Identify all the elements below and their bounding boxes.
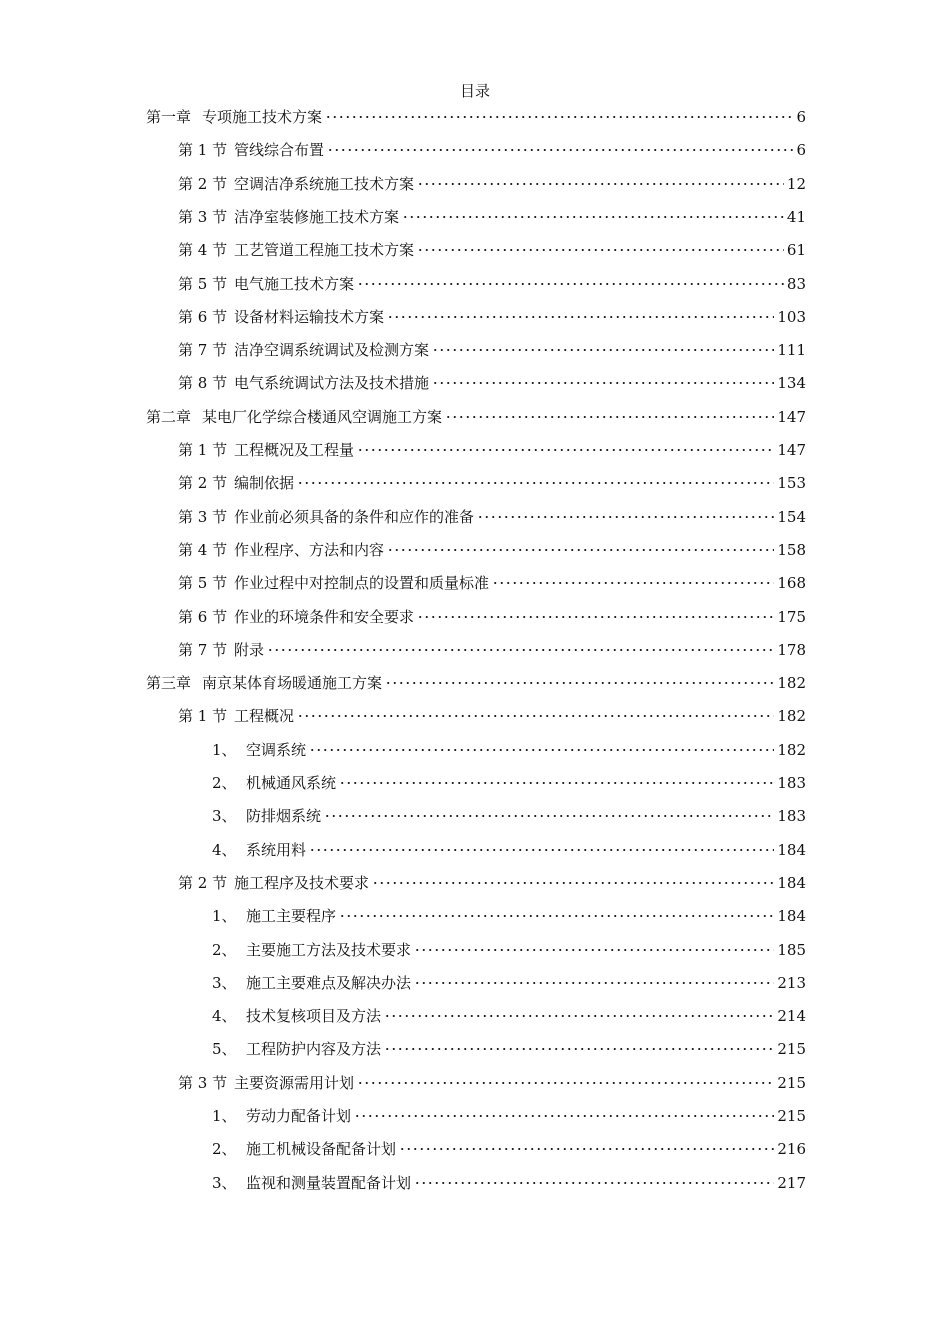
toc-entry-label — [178, 206, 399, 228]
toc-entry[interactable] — [146, 672, 806, 694]
toc-entry-text: 机械通风系统 — [246, 774, 337, 792]
toc-entry-number: 第 6 节 — [178, 307, 228, 326]
toc-entry-label — [178, 173, 414, 195]
toc-entry[interactable] — [178, 472, 806, 494]
dot-leader — [267, 644, 774, 656]
toc-entry-label — [178, 273, 354, 295]
toc-entry[interactable] — [178, 639, 806, 661]
toc-entry[interactable] — [146, 106, 806, 128]
toc-entry-number: 3、 — [212, 973, 237, 992]
toc-entry-label — [178, 139, 324, 161]
toc-entry-label — [178, 639, 264, 661]
toc-entry-page: 147 — [777, 407, 806, 426]
toc-entry-label — [178, 472, 294, 494]
toc-entry[interactable] — [178, 606, 806, 628]
toc-entry-page: 182 — [777, 674, 806, 693]
toc-entry[interactable] — [178, 506, 806, 528]
dot-leader — [402, 211, 784, 223]
dot-leader — [354, 1110, 774, 1122]
dot-leader — [384, 1043, 774, 1055]
toc-entry[interactable] — [212, 839, 806, 861]
toc-entry-text: 空调洁净系统施工技术方案 — [234, 174, 415, 193]
toc-entry-label — [212, 1138, 396, 1160]
toc-entry-number: 2、 — [212, 1140, 237, 1159]
toc-title: 目录 — [459, 82, 490, 100]
toc-entry-number: 第 3 节 — [178, 1073, 228, 1092]
toc-entry-page: 184 — [777, 907, 806, 926]
toc-entry-number: 第 1 节 — [178, 141, 228, 160]
toc-entry-page: 215 — [777, 1073, 806, 1092]
dot-leader — [432, 377, 774, 389]
toc-entry-text: 作业的环境条件和安全要求 — [234, 607, 415, 626]
toc-entry-page: 61 — [786, 241, 806, 260]
toc-entry-label — [178, 572, 489, 594]
toc-entry[interactable] — [212, 939, 806, 961]
toc-entry-label — [212, 905, 336, 927]
dot-leader — [357, 278, 784, 290]
toc-entry-text: 电气施工技术方案 — [234, 274, 355, 293]
toc-entry-page: 216 — [777, 1140, 806, 1159]
dot-leader — [417, 178, 784, 190]
toc-entry-label — [212, 772, 336, 794]
toc-entry-label — [212, 739, 306, 761]
toc-entry-number: 第 2 节 — [178, 474, 228, 493]
toc-entry-number: 1、 — [212, 907, 237, 926]
dot-leader — [387, 544, 774, 556]
toc-entry-number: 2、 — [212, 774, 237, 792]
toc-entry-text: 洁净室装修施工技术方案 — [234, 207, 400, 226]
toc-entry[interactable] — [212, 1038, 806, 1060]
toc-entry-number: 第 2 节 — [178, 174, 228, 193]
toc-entry[interactable] — [178, 306, 806, 328]
toc-entry-number: 4、 — [212, 1007, 237, 1026]
toc-entry-number: 第 2 节 — [178, 873, 228, 892]
toc-entry-number: 4、 — [212, 840, 237, 859]
toc-entry-text: 工程防护内容及方法 — [246, 1040, 382, 1059]
toc-entry[interactable] — [178, 705, 806, 727]
toc-entry[interactable] — [178, 572, 806, 594]
toc-entry-page: 184 — [777, 873, 806, 892]
toc-entry-page: 168 — [777, 574, 806, 593]
toc-entry-page: 111 — [777, 341, 806, 360]
toc-entry-page: 6 — [796, 141, 806, 160]
toc-entry-number: 2、 — [212, 940, 237, 959]
toc-entry[interactable] — [212, 1105, 806, 1127]
dot-leader — [414, 977, 774, 989]
toc-entry[interactable] — [212, 739, 806, 761]
dot-leader — [327, 144, 793, 156]
toc-entry[interactable] — [212, 1005, 806, 1027]
toc-entry-page: 134 — [777, 374, 806, 393]
toc-entry-number: 第 7 节 — [178, 640, 228, 659]
dot-leader — [445, 411, 774, 423]
dot-leader — [414, 944, 774, 956]
toc-entry-number: 第 4 节 — [178, 540, 228, 559]
toc-entry-number: 第二章 — [146, 407, 192, 426]
toc-entry-number: 第 3 节 — [178, 507, 228, 526]
toc-entry-page: 154 — [777, 507, 806, 526]
dot-leader — [309, 844, 774, 856]
toc-entry-text: 工程概况及工程量 — [234, 441, 355, 459]
toc-entry-text: 编制依据 — [234, 474, 295, 493]
toc-entry[interactable] — [212, 972, 806, 994]
toc-entry-page: 153 — [777, 474, 806, 493]
toc-entry-text: 空调系统 — [246, 740, 307, 759]
toc-entry-label — [212, 1038, 381, 1060]
toc-entry-label — [146, 406, 442, 428]
dot-leader — [357, 1077, 774, 1089]
dot-leader — [492, 577, 774, 589]
toc-entry-page: 158 — [777, 540, 806, 559]
toc-entry-number: 第一章 — [146, 108, 192, 126]
toc-entry-label — [178, 372, 429, 394]
toc-entry[interactable] — [178, 273, 806, 295]
toc-entry-text: 管线综合布置 — [234, 141, 325, 160]
toc-entry[interactable] — [178, 872, 806, 894]
toc-entry-label — [178, 506, 474, 528]
toc-entry-label — [178, 439, 354, 461]
toc-entry-page: 178 — [777, 640, 806, 659]
toc-entry-label — [178, 306, 384, 328]
toc-entry-label — [212, 1005, 381, 1027]
toc-entry-text: 主要资源需用计划 — [234, 1073, 355, 1092]
dot-leader — [477, 511, 774, 523]
toc-entry-number: 第 8 节 — [178, 374, 228, 393]
dot-leader — [309, 744, 774, 756]
dot-leader — [357, 444, 774, 456]
toc-entry[interactable] — [178, 1072, 806, 1094]
toc-entry-number: 1、 — [212, 740, 237, 759]
toc-entry-number: 3、 — [212, 1173, 237, 1192]
toc-entry-label — [212, 839, 306, 861]
toc-entry-page: 214 — [777, 1007, 806, 1026]
toc-entry-label — [212, 1172, 411, 1194]
toc-entry-label — [212, 939, 411, 961]
dot-leader — [339, 777, 774, 789]
toc-entry-text: 专项施工技术方案 — [202, 108, 323, 126]
toc-entry-label — [212, 1105, 351, 1127]
dot-leader — [297, 477, 774, 489]
toc-entry-page: 147 — [777, 441, 806, 459]
toc-entry-label — [212, 805, 321, 827]
toc-entry[interactable] — [178, 539, 806, 561]
toc-entry-page: 184 — [777, 840, 806, 859]
toc-entry-page: 6 — [796, 108, 806, 126]
toc-entry-page: 182 — [777, 740, 806, 759]
toc-entry-number: 1、 — [212, 1107, 237, 1125]
toc-entry-label — [178, 239, 414, 261]
toc-entry-text: 作业前必须具备的条件和应作的准备 — [234, 507, 475, 526]
toc-entry-page: 12 — [786, 174, 806, 193]
toc-entry-text: 监视和测量装置配备计划 — [246, 1173, 412, 1192]
dot-leader — [339, 910, 774, 922]
toc-entry[interactable] — [178, 206, 806, 228]
toc-entry-text: 设备材料运输技术方案 — [234, 307, 385, 326]
toc-entry-page: 175 — [777, 607, 806, 626]
toc-entry-label — [178, 872, 369, 894]
toc-entry-number: 第 1 节 — [178, 441, 228, 459]
toc-entry-text: 施工机械设备配备计划 — [246, 1140, 397, 1159]
toc-entry[interactable] — [212, 1172, 806, 1194]
toc-entry-page: 83 — [786, 274, 806, 293]
toc-entry-page: 215 — [777, 1040, 806, 1059]
dot-leader — [324, 810, 774, 822]
toc-entry-text: 系统用料 — [246, 840, 307, 859]
dot-leader — [384, 1010, 774, 1022]
toc-entry-text: 洁净空调系统调试及检测方案 — [234, 341, 430, 360]
dot-leader — [417, 611, 774, 623]
toc-entry-text: 南京某体育场暖通施工方案 — [202, 674, 383, 693]
toc-entry-label — [178, 606, 414, 628]
toc-entry-text: 技术复核项目及方法 — [246, 1007, 382, 1026]
toc-entry-text: 作业过程中对控制点的设置和质量标准 — [234, 574, 490, 593]
toc-entry-page: 217 — [777, 1173, 806, 1192]
toc-entry[interactable] — [212, 805, 806, 827]
toc-entry-text: 劳动力配备计划 — [246, 1107, 352, 1125]
toc-entry-text: 主要施工方法及技术要求 — [246, 940, 412, 959]
toc-entry-label — [178, 339, 429, 361]
toc-entry-page: 103 — [777, 307, 806, 326]
toc-entry-label — [178, 539, 384, 561]
dot-leader — [325, 111, 793, 123]
toc-entry-number: 第 7 节 — [178, 341, 228, 360]
dot-leader — [297, 710, 774, 722]
toc-entry[interactable] — [178, 339, 806, 361]
toc-entry-text: 作业程序、方法和内容 — [234, 540, 385, 559]
toc-entry-number: 第 5 节 — [178, 574, 228, 593]
toc-entry[interactable] — [178, 239, 806, 261]
toc-entry-number: 第 5 节 — [178, 274, 228, 293]
toc-entry-page: 215 — [777, 1107, 806, 1125]
toc-entry-page: 182 — [777, 707, 806, 726]
toc-entry-text: 防排烟系统 — [246, 807, 322, 826]
toc-entry-page: 183 — [777, 807, 806, 826]
toc-entry[interactable] — [212, 772, 806, 794]
toc-entry-text: 某电厂化学综合楼通风空调施工方案 — [202, 407, 443, 426]
dot-leader — [417, 244, 784, 256]
dot-leader — [372, 877, 774, 889]
toc-entry-text: 施工程序及技术要求 — [234, 873, 370, 892]
dot-leader — [399, 1143, 774, 1155]
toc-entry[interactable] — [212, 905, 806, 927]
toc-entry[interactable] — [146, 406, 806, 428]
dot-leader — [432, 344, 774, 356]
toc-entry[interactable] — [178, 439, 806, 461]
toc-entry-text: 施工主要难点及解决办法 — [246, 973, 412, 992]
dot-leader — [414, 1177, 774, 1189]
toc-entry-label — [178, 1072, 354, 1094]
dot-leader — [385, 677, 774, 689]
toc-entry-page: 41 — [786, 207, 806, 226]
dot-leader — [387, 311, 774, 323]
toc-entry-number: 第 6 节 — [178, 607, 228, 626]
toc-entry-page: 183 — [777, 774, 806, 792]
toc-entry-label — [212, 972, 411, 994]
toc-entry-label — [146, 106, 322, 128]
toc-entry-number: 3、 — [212, 807, 237, 826]
toc-entry-page: 185 — [777, 940, 806, 959]
toc-entry[interactable] — [178, 139, 806, 161]
toc-entry-label — [178, 705, 294, 727]
toc-entry-number: 第 4 节 — [178, 241, 228, 260]
toc-entry-number: 第 3 节 — [178, 207, 228, 226]
toc-entry-text: 电气系统调试方法及技术措施 — [234, 374, 430, 393]
toc-entry[interactable] — [178, 173, 806, 195]
toc-entry-text: 工艺管道工程施工技术方案 — [234, 241, 415, 260]
toc-entry-number: 第三章 — [146, 674, 192, 693]
toc-entry-text: 附录 — [234, 640, 265, 659]
toc-entry-text: 工程概况 — [234, 707, 295, 726]
toc-entry-label — [146, 672, 382, 694]
toc-entry[interactable] — [178, 372, 806, 394]
toc-entry[interactable] — [212, 1138, 806, 1160]
toc-entry-number: 5、 — [212, 1040, 237, 1059]
toc-entry-page: 213 — [777, 973, 806, 992]
toc-entry-text: 施工主要程序 — [246, 907, 337, 926]
toc-entry-number: 第 1 节 — [178, 707, 228, 726]
